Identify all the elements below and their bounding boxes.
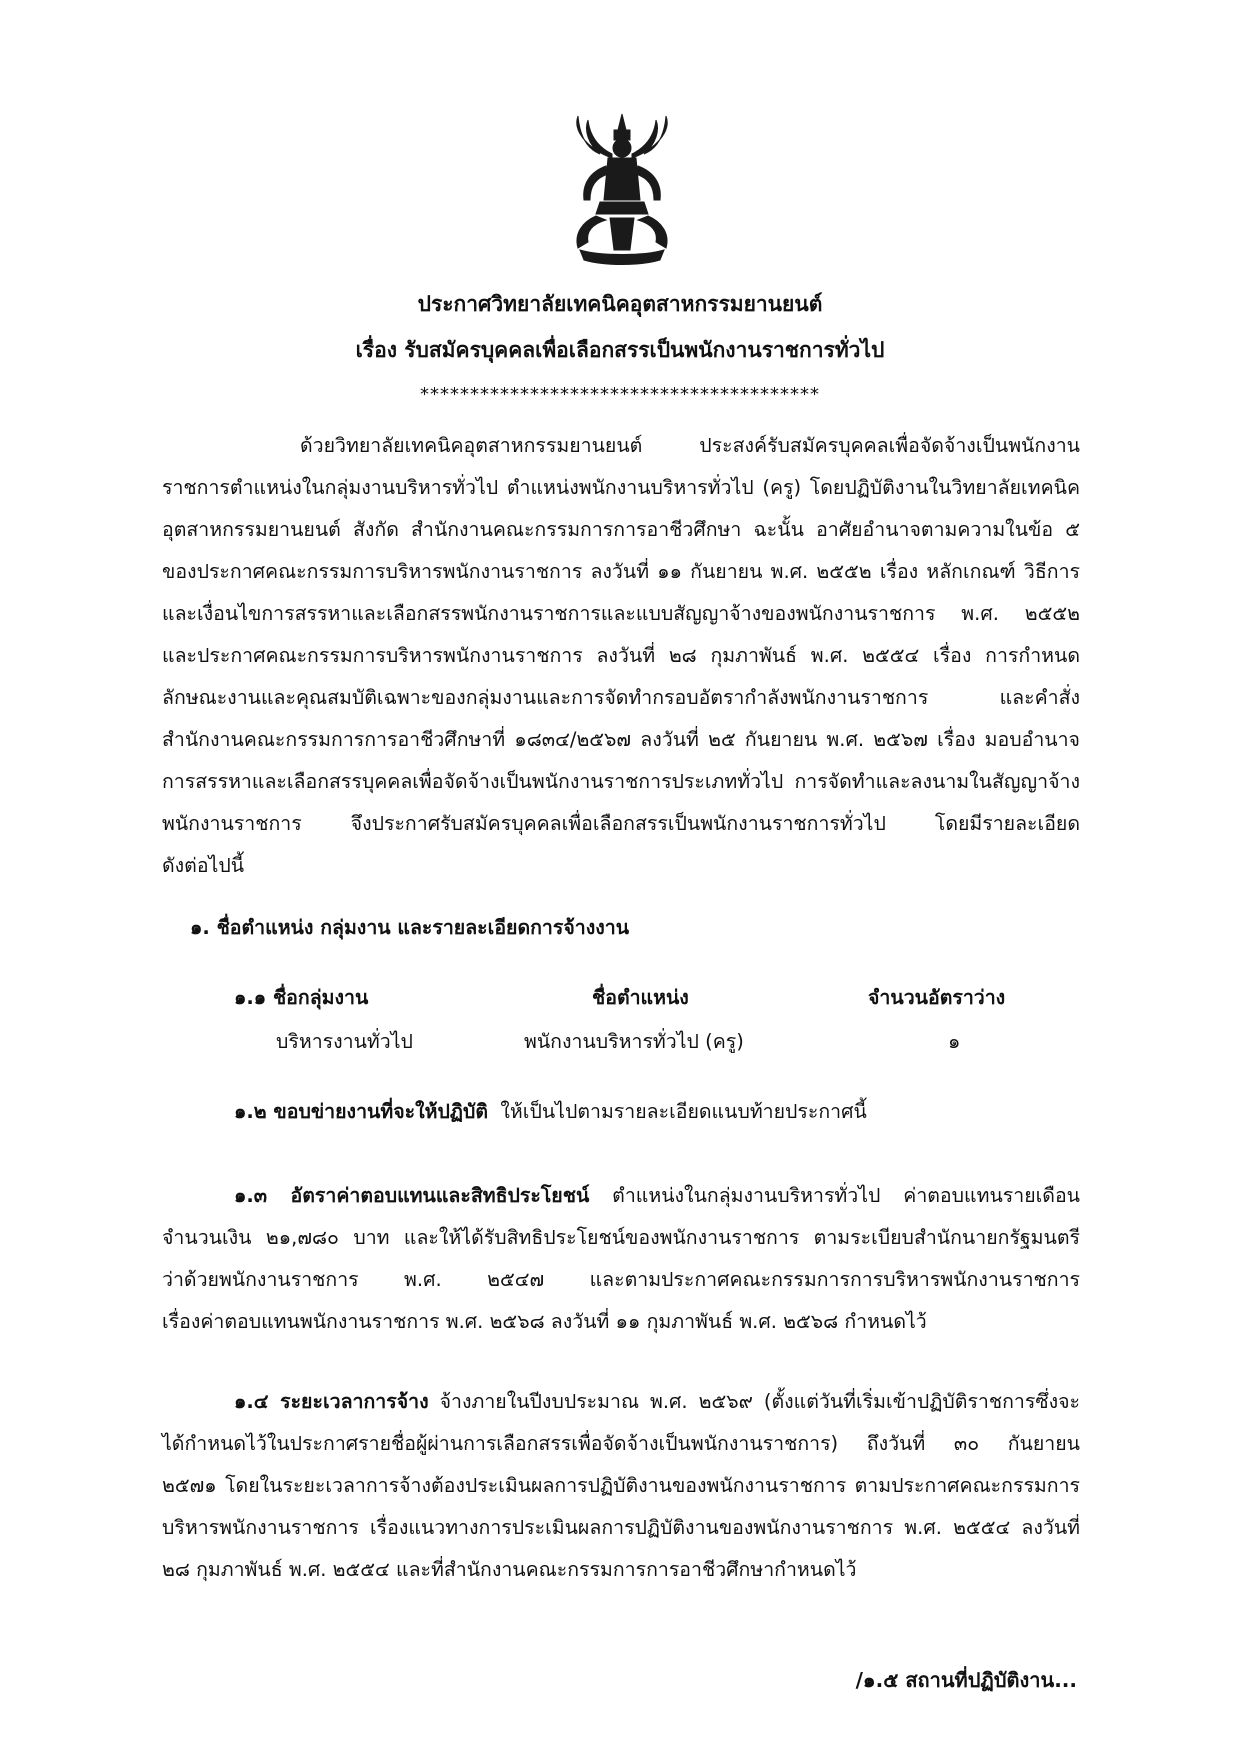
intro-line: ของประกาศคณะกรรมการบริหารพนักงานราชการ ลงวันที่ ๑๑ กันยายน พ.ศ. ๒๕๕๒ เรื่อง หลักเกณฑ์ วิธีการ (162, 560, 1080, 583)
item-1-4-first-line (234, 1392, 1080, 1412)
item-1-2-label: ๑.๒ ขอบข่ายงานที่จะให้ปฏิบัติ (234, 1100, 488, 1123)
table-cell-vacancy: ๑ (948, 1030, 961, 1053)
item-1-2-text: ให้เป็นไปตามรายละเอียดแนบท้ายประกาศนี้ (500, 1100, 867, 1123)
intro-line: การสรรหาและเลือกสรรบุคคลเพื่อจัดจ้างเป็นพนักงานราชการประเภททั่วไป การจัดทำและลงนามในสัญญาจ้าง (162, 770, 1080, 793)
intro-line: ลักษณะงานและคุณสมบัติเฉพาะของกลุ่มงานและการจัดทำกรอบอัตรากำลังพนักงานราชการ และคำสั่ง (162, 686, 1080, 709)
item-1-3-label: ๑.๓ อัตราค่าตอบแทนและสิทธิประโยชน์ (234, 1184, 590, 1207)
item-1-3-line: เรื่องค่าตอบแทนพนักงานราชการ พ.ศ. ๒๕๖๘ ลงวันที่ ๑๑ กุมภาพันธ์ พ.ศ. ๒๕๖๘ กำหนดไว้ (162, 1310, 927, 1333)
intro-line: ดังต่อไปนี้ (162, 854, 245, 877)
table-header-position: ชื่อตำแหน่ง (592, 986, 689, 1009)
item-1-2 (234, 1102, 867, 1122)
table-header-group: ๑.๑ ชื่อกลุ่มงาน (234, 986, 369, 1009)
item-1-3-first-line (234, 1186, 1080, 1206)
intro-line: พนักงานราชการ จึงประกาศรับสมัครบุคคลเพื่อเลือกสรรเป็นพนักงานราชการทั่วไป โดยมีรายละเอียด (162, 812, 1080, 835)
intro-line: และประกาศคณะกรรมการบริหารพนักงานราชการ ลงวันที่ ๒๘ กุมภาพันธ์ พ.ศ. ๒๕๕๔ เรื่อง การกำหนด (162, 644, 1080, 667)
table-cell-group: บริหารงานทั่วไป (276, 1030, 413, 1053)
section-1-heading: ๑. ชื่อตำแหน่ง กลุ่มงาน และรายละเอียดการจ้างงาน (190, 916, 630, 939)
intro-line: อุตสาหกรรมยานยนต์ สังกัด สำนักงานคณะกรรมการการอาชีวศึกษา ฉะนั้น อาศัยอำนาจตามความในข้อ ๕ (162, 518, 1080, 541)
announcement-subject: เรื่อง รับสมัครบุคคลเพื่อเลือกสรรเป็นพนักงานราชการทั่วไป (355, 338, 885, 362)
item-1-4-first: จ้างภายในปีงบประมาณ พ.ศ. ๒๕๖๙ (ตั้งแต่วันที่เริ่มเข้าปฏิบัติราชการซึ่งจะ (439, 1390, 1080, 1413)
intro-line: และเงื่อนไขการสรรหาและเลือกสรรพนักงานราชการและแบบสัญญาจ้างของพนักงานราชการ พ.ศ. ๒๕๕๒ (162, 602, 1080, 625)
announcement-title: ประกาศวิทยาลัยเทคนิคอุตสาหกรรมยานยนต์ (417, 292, 823, 316)
page-continuation: /๑.๕ สถานที่ปฏิบัติงาน... (855, 1668, 1077, 1692)
item-1-4-line: ๒๕๗๑ โดยในระยะเวลาการจ้างต้องประเมินผลการปฏิบัติงานของพนักงานราชการ ตามประกาศคณะกรรมการ (162, 1474, 1080, 1497)
intro-line: สำนักงานคณะกรรมการการอาชีวศึกษาที่ ๑๘๓๔/๒๕๖๗ ลงวันที่ ๒๕ กันยายน พ.ศ. ๒๕๖๗ เรื่อง มอบอำนาจ (162, 728, 1080, 751)
item-1-4-line: บริหารพนักงานราชการ เรื่องแนวทางการประเมินผลการปฏิบัติงานของพนักงานราชการ พ.ศ. ๒๕๕๔ ลงวันที่ (162, 1516, 1080, 1539)
table-cell-position: พนักงานบริหารทั่วไป (ครู) (524, 1030, 744, 1053)
item-1-3-first: ตำแหน่งในกลุ่มงานบริหารทั่วไป ค่าตอบแทนรายเดือน (612, 1184, 1080, 1207)
intro-line: ด้วยวิทยาลัยเทคนิคอุตสาหกรรมยานยนต์ ประสงค์รับสมัครบุคคลเพื่อจัดจ้างเป็นพนักงาน (300, 434, 1080, 457)
intro-line: ราชการตำแหน่งในกลุ่มงานบริหารทั่วไป ตำแหน่งพนักงานบริหารทั่วไป (ครู) โดยปฏิบัติงานในวิทยาลัยเทคนิค (162, 476, 1080, 499)
item-1-4-label: ๑.๔ ระยะเวลาการจ้าง (234, 1390, 429, 1413)
item-1-3-line: ว่าด้วยพนักงานราชการ พ.ศ. ๒๕๔๗ และตามประกาศคณะกรรมการการบริหารพนักงานราชการ (162, 1268, 1080, 1291)
table-header-vacancy: จำนวนอัตราว่าง (868, 986, 1006, 1009)
garuda-emblem-icon (560, 110, 685, 270)
item-1-4-line: ๒๘ กุมภาพันธ์ พ.ศ. ๒๕๕๔ และที่สำนักงานคณะกรรมการการอาชีวศึกษากำหนดไว้ (162, 1558, 857, 1581)
item-1-3-line: จำนวนเงิน ๒๑,๗๘๐ บาท และให้ได้รับสิทธิประโยชน์ของพนักงานราชการ ตามระเบียบสำนักนายกรัฐมนตรี (162, 1226, 1080, 1249)
separator: **************************************** (420, 384, 820, 405)
item-1-4-line: ได้กำหนดไว้ในประกาศรายชื่อผู้ผ่านการเลือกสรรเพื่อจัดจ้างเป็นพนักงานราชการ) ถึงวันที่ ๓๐ กันยายน (162, 1432, 1080, 1455)
